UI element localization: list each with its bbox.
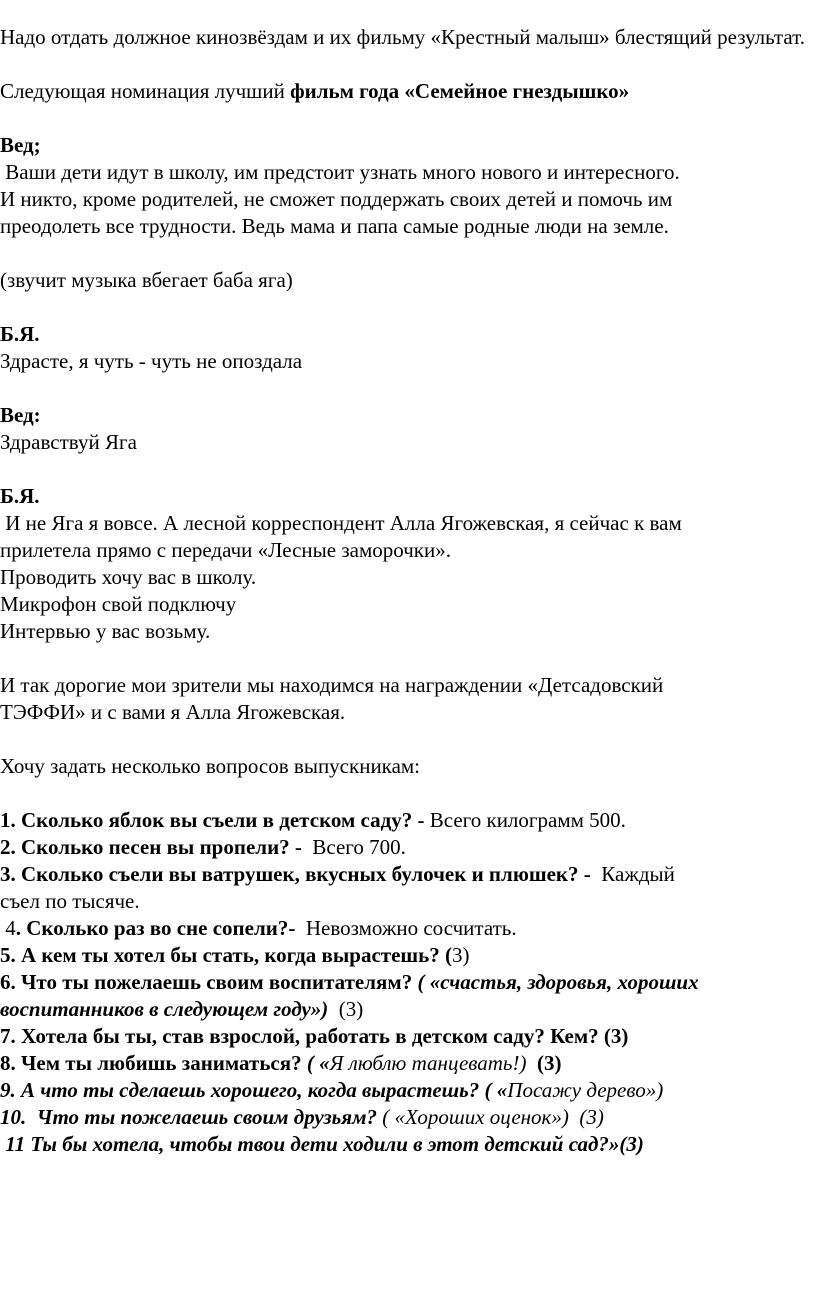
question-8-answer: Я люблю танцевать!) (329, 1051, 527, 1075)
question-4 (0, 915, 816, 942)
award-line-1: И так дорогие мои зрители мы находимся на награждении «Детсадовский (0, 673, 664, 697)
question-3-answer: Каждый (596, 862, 675, 886)
by2-line-1: И не Яга я вовсе. А лесной корреспондент Алла Ягожевская, я сейчас к вам (0, 511, 682, 535)
question-4-text: . Сколько раз во сне сопели?- (15, 916, 301, 940)
speaker-ved-2: Вед: (0, 403, 41, 427)
ved1-line-3: преодолеть все трудности. Ведь мама и папа самые родные люди на земле. (0, 214, 669, 238)
question-1 (0, 807, 816, 834)
question-5 (0, 942, 816, 969)
question-6-cont (0, 996, 816, 1023)
nomination-title: фильм года «Семейное гнездышко» (290, 79, 630, 103)
question-8-score: (3) (526, 1051, 562, 1075)
by2-line-5: Интервью у вас возьму. (0, 619, 211, 643)
question-10-answer: ( «Хороших оценок») (3) (382, 1105, 604, 1129)
speaker-ved-1: Вед; (0, 133, 41, 157)
question-2-answer: Всего 700. (307, 835, 406, 859)
by1-line: Здрасте, я чуть - чуть не опоздала (0, 349, 303, 373)
question-3-cont: съел по тысяче. (0, 889, 140, 913)
question-6-text: 6. Что ты пожелаешь своим воспитателям? (0, 970, 418, 994)
question-10 (0, 1104, 816, 1131)
document-body (0, 24, 816, 1158)
award-line-2: ТЭФФИ» и с вами я Алла Ягожевская. (0, 700, 346, 724)
question-7 (0, 1023, 816, 1050)
question-6 (0, 969, 816, 996)
question-2 (0, 834, 816, 861)
question-5-text: 5. А кем ты хотел бы стать, когда вырастешь? ( (0, 943, 452, 967)
ved1-line-1: Ваши дети идут в школу, им предстоит узнать много нового и интересного. (0, 160, 680, 184)
stage-direction: (звучит музыка вбегает баба яга) (0, 268, 293, 292)
question-10-text: 10. Что ты пожелаешь своим друзьям? (0, 1105, 383, 1129)
question-7-text: 7. Хотела бы ты, став взрослой, работать в детском саду? Кем? (3) (0, 1024, 629, 1048)
paragraph-intro: Надо отдать должное кинозвёздам и их фильму «Крестный малыш» блестящий результат. (0, 25, 805, 49)
ved1-line-2: И никто, кроме родителей, не сможет поддержать своих детей и помочь им (0, 187, 673, 211)
ved2-line: Здравствуй Яга (0, 430, 137, 454)
question-4-number: 4 (0, 916, 16, 940)
speaker-by-2: Б.Я. (0, 484, 40, 508)
question-11 (0, 1131, 816, 1158)
question-9-answer: Посажу дерево») (507, 1078, 664, 1102)
question-9-italic: ( « (484, 1078, 508, 1102)
question-9-text: 9. А что ты сделаешь хорошего, когда вырастешь? (0, 1078, 485, 1102)
question-1-answer: Всего килограмм 500. (429, 808, 626, 832)
by2-line-3: Проводить хочу вас в школу. (0, 565, 257, 589)
by2-line-4: Микрофон свой подключу (0, 592, 237, 616)
question-9 (0, 1077, 816, 1104)
question-8 (0, 1050, 816, 1077)
question-6-italic-cont: воспитанников в следующем году») (0, 997, 329, 1021)
question-3 (0, 861, 816, 888)
question-5-answer: 3) (451, 943, 470, 967)
nomination-lead: Следующая номинация лучший (0, 79, 291, 103)
question-8-italic: ( « (306, 1051, 330, 1075)
question-6-answer: (3) (328, 997, 364, 1021)
question-1-text: 1. Сколько яблок вы съели в детском саду? - (0, 808, 430, 832)
questions-intro: Хочу задать несколько вопросов выпускникам: (0, 754, 421, 778)
question-8-text: 8. Чем ты любишь заниматься? (0, 1051, 307, 1075)
question-3-text: 3. Сколько съели вы ватрушек, вкусных булочек и плюшек? - (0, 862, 597, 886)
nomination-line (0, 78, 816, 105)
question-4-answer: Невозможно сосчитать. (300, 916, 517, 940)
speaker-by-1: Б.Я. (0, 322, 40, 346)
question-6-italic: ( «счастья, здоровья, хороших (417, 970, 699, 994)
question-11-text: 11 Ты бы хотела, чтобы твои дети ходили в этот детский сад?»(3) (0, 1132, 644, 1156)
by2-line-2: прилетела прямо с передачи «Лесные заморочки». (0, 538, 451, 562)
question-2-text: 2. Сколько песен вы пропели? - (0, 835, 308, 859)
